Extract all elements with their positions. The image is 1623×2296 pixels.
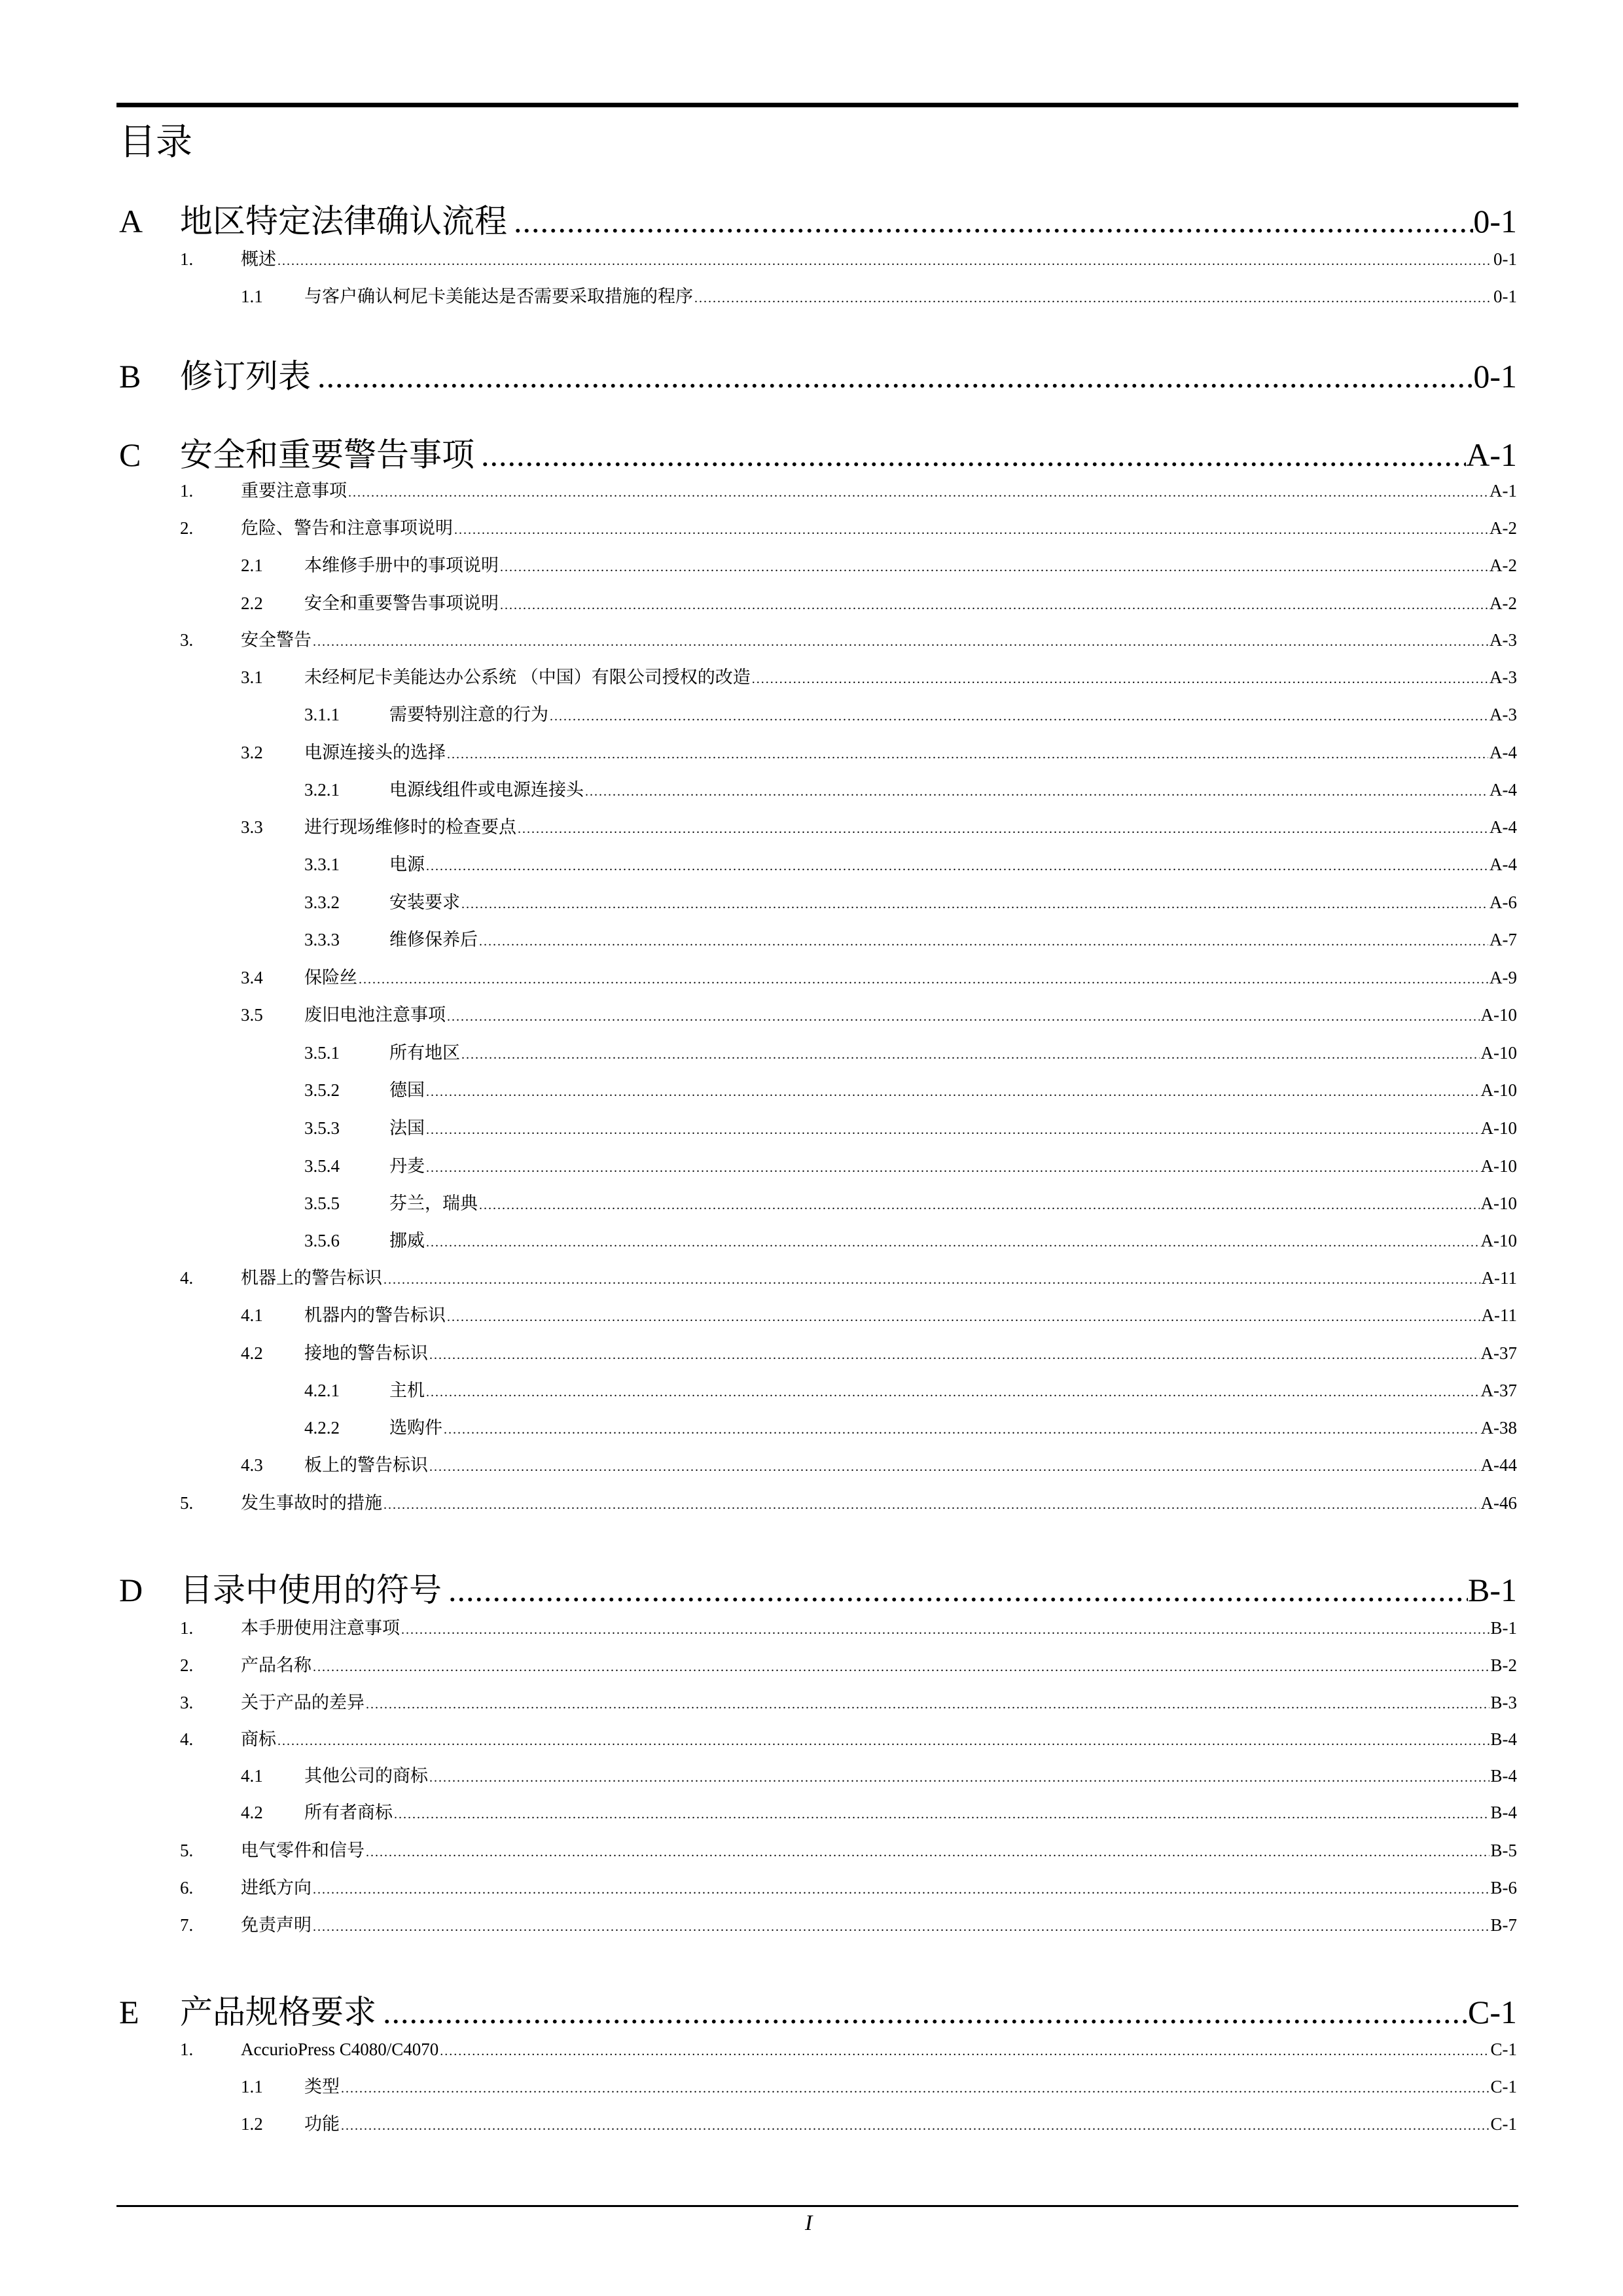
dot-leader	[426, 848, 1488, 885]
toc-entry-title: 重要注意事项	[241, 481, 347, 501]
toc-entry-page: A-44	[1480, 1455, 1517, 1475]
toc-entry-page: A-46	[1480, 1493, 1517, 1513]
toc-entry[interactable]	[0, 1684, 1623, 1721]
dot-leader	[313, 624, 1488, 660]
toc-entry-title: 产品名称	[241, 1655, 312, 1675]
toc-entry-page: A-37	[1480, 1343, 1517, 1363]
toc-entry-number: 3.5.4	[304, 1156, 340, 1176]
toc-entry[interactable]	[0, 2068, 1623, 2105]
dot-leader	[359, 961, 1488, 998]
toc-title: 目录	[119, 122, 192, 163]
toc-entry-page: A-2	[1489, 593, 1517, 613]
toc-entry-number: 2.1	[241, 556, 263, 575]
dot-leader	[426, 1374, 1480, 1411]
toc-entry[interactable]	[0, 241, 1623, 277]
dot-leader	[366, 1834, 1489, 1871]
toc-entry-title: 主机	[389, 1381, 425, 1400]
toc-entry-title: 安全警告	[241, 630, 312, 650]
dot-leader	[694, 280, 1492, 317]
toc-entry[interactable]	[0, 1110, 1623, 1146]
toc-entry-title: 板上的警告标识	[304, 1455, 428, 1475]
dot-leader	[383, 1262, 1480, 1298]
toc-entry-number: 4.1	[241, 1305, 263, 1325]
toc-entry[interactable]	[0, 771, 1623, 808]
toc-entry-page: A-10	[1480, 1080, 1517, 1100]
footer-page-number: I	[805, 2211, 813, 2235]
toc-entry-page: A-2	[1489, 518, 1517, 538]
dot-leader	[426, 1074, 1480, 1110]
dot-leader	[440, 2033, 1489, 2070]
toc-entry-number: 3.	[180, 1693, 194, 1712]
toc-entry[interactable]	[0, 1485, 1623, 1521]
toc-entry[interactable]	[0, 1148, 1623, 1184]
toc-entry-title: 所有者商标	[304, 1803, 393, 1822]
toc-entry-page: 0-1	[1473, 203, 1517, 239]
toc-entry-number: 3.2	[241, 743, 263, 762]
toc-entry-title: 进行现场维修时的检查要点	[304, 817, 516, 837]
dot-leader	[447, 736, 1488, 773]
toc-entry[interactable]	[0, 1907, 1623, 1943]
toc-entry-number: 3.5	[241, 1005, 263, 1025]
toc-entry-title: 电源	[389, 855, 425, 874]
dot-leader	[447, 998, 1480, 1035]
toc-entry-title: 法国	[389, 1118, 425, 1138]
toc-entry-page: A-11	[1481, 1305, 1517, 1325]
toc-entry[interactable]	[0, 959, 1623, 996]
dot-leader	[444, 1411, 1480, 1448]
toc-entry[interactable]	[0, 1185, 1623, 1222]
toc-entry-page: B-3	[1490, 1693, 1517, 1712]
toc-entry-number: 2.	[180, 1655, 194, 1675]
toc-entry-title: 电气零件和信号	[241, 1841, 365, 1860]
toc-entry-number: 4.2	[241, 1803, 263, 1822]
toc-entry-number: A	[119, 203, 143, 239]
toc-entry-page: C-1	[1490, 2114, 1517, 2134]
toc-entry-number: 6.	[180, 1878, 194, 1898]
toc-entry-page: A-11	[1481, 1268, 1517, 1288]
dot-leader	[313, 1649, 1489, 1686]
toc-entry-page: C-1	[1490, 2077, 1517, 2096]
toc-entry-title: 保险丝	[304, 968, 357, 987]
toc-entry[interactable]	[0, 622, 1623, 658]
dot-leader	[479, 1187, 1480, 1224]
toc-entry-title: 丹麦	[389, 1156, 425, 1176]
toc-entry-title: 安全和重要警告事项	[180, 436, 474, 473]
toc-entry-title: 安装要求	[389, 892, 460, 912]
dot-leader	[550, 698, 1488, 735]
toc-entry-page: A-1	[1489, 481, 1517, 501]
toc-entry-number: 3.1.1	[304, 705, 340, 724]
toc-entry[interactable]	[0, 1647, 1623, 1684]
toc-entry-title: 免责声明	[241, 1915, 312, 1935]
toc-entry[interactable]	[0, 1721, 1623, 1757]
toc-entry-title: 与客户确认柯尼卡美能达是否需要采取措施的程序	[304, 287, 693, 306]
toc-entry[interactable]	[0, 884, 1623, 921]
toc-entry[interactable]	[0, 1757, 1623, 1794]
toc-entry-number: 3.5.2	[304, 1080, 340, 1100]
toc-entry-number: 4.	[180, 1729, 194, 1749]
toc-entry-title: 进纸方向	[241, 1878, 312, 1898]
toc-entry[interactable]	[0, 734, 1623, 771]
toc-entry-title: 安全和重要警告事项说明	[304, 593, 499, 613]
toc-entry-page: B-1	[1468, 1572, 1517, 1608]
toc-entry-number: 3.3.2	[304, 892, 340, 912]
toc-entry-page: A-3	[1489, 630, 1517, 650]
toc-entry-number: 4.2.2	[304, 1418, 340, 1438]
toc-entry-page: B-4	[1490, 1803, 1517, 1822]
toc-entry-number: 2.2	[241, 593, 263, 613]
toc-entry-page: A-10	[1480, 1193, 1517, 1213]
toc-entry-number: 3.3	[241, 817, 263, 837]
toc-entry-title: 挪威	[389, 1231, 425, 1250]
toc-entry[interactable]	[0, 696, 1623, 733]
toc-entry-page: 0-1	[1473, 358, 1517, 395]
toc-entry-page: A-3	[1489, 705, 1517, 724]
toc-entry[interactable]	[0, 921, 1623, 958]
dot-leader	[429, 1759, 1489, 1796]
dot-leader	[426, 1224, 1480, 1261]
toc-entry-title: 本手册使用注意事项	[241, 1618, 400, 1638]
toc-entry-number: 7.	[180, 1915, 194, 1935]
dot-leader	[383, 1487, 1480, 1523]
toc-entry-title: 危险、警告和注意事项说明	[241, 518, 453, 538]
toc-entry-number: 3.1	[241, 667, 263, 687]
toc-entry-page: B-7	[1490, 1915, 1517, 1935]
toc-entry-page: A-4	[1489, 780, 1517, 800]
toc-entry-number: 4.3	[241, 1455, 263, 1475]
dot-leader	[500, 549, 1488, 586]
toc-entry[interactable]	[0, 1222, 1623, 1259]
toc-entry-title: 关于产品的差异	[241, 1693, 365, 1712]
toc-entry-title: 选购件	[389, 1418, 442, 1438]
toc-entry-number: 1.	[180, 481, 194, 501]
toc-entry-number: C	[119, 436, 141, 473]
toc-entry[interactable]	[0, 1832, 1623, 1869]
toc-entry-number: 3.5.3	[304, 1118, 340, 1138]
dot-leader	[366, 1686, 1489, 1723]
toc-entry-page: A-6	[1489, 892, 1517, 912]
toc-entry-title: 本维修手册中的事项说明	[304, 556, 499, 575]
toc-chapter-entry[interactable]	[0, 350, 1623, 402]
toc-entry-page: A-10	[1480, 1118, 1517, 1138]
dot-leader	[479, 923, 1488, 960]
toc-entry[interactable]	[0, 1447, 1623, 1483]
toc-entry-number: 1.2	[241, 2114, 263, 2134]
toc-entry-title: AccurioPress C4080/C4070	[241, 2040, 439, 2059]
toc-entry-title: 发生事故时的措施	[241, 1493, 382, 1513]
bottom-rule	[116, 2205, 1518, 2207]
toc-entry-number: 1.	[180, 249, 194, 269]
toc-entry-page: B-4	[1490, 1729, 1517, 1749]
toc-entry-title: 接地的警告标识	[304, 1343, 428, 1363]
toc-entry-number: D	[119, 1572, 143, 1608]
toc-entry-page: A-4	[1489, 855, 1517, 874]
toc-entry-number: 3.4	[241, 968, 263, 987]
toc-entry-page: A-4	[1489, 817, 1517, 837]
toc-entry[interactable]	[0, 278, 1623, 315]
toc-entry-page: B-4	[1490, 1766, 1517, 1786]
top-rule	[116, 103, 1518, 107]
toc-entry-title: 废旧电池注意事项	[304, 1005, 446, 1025]
toc-entry-page: A-10	[1480, 1043, 1517, 1063]
toc-entry-title: 功能	[304, 2114, 340, 2134]
toc-entry-number: 4.2	[241, 1343, 263, 1363]
toc-entry-number: 3.5.6	[304, 1231, 340, 1250]
toc-entry-page: B-1	[1490, 1618, 1517, 1638]
toc-entry[interactable]	[0, 1072, 1623, 1108]
toc-entry-number: 3.3.3	[304, 930, 340, 949]
toc-entry-page: B-2	[1490, 1655, 1517, 1675]
toc-entry-number: 4.	[180, 1268, 194, 1288]
toc-entry[interactable]	[0, 1610, 1623, 1646]
toc-entry-title: 机器上的警告标识	[241, 1268, 382, 1288]
dot-leader	[461, 886, 1488, 923]
toc-entry-title: 其他公司的商标	[304, 1766, 428, 1786]
toc-entry-page: A-1	[1466, 436, 1517, 473]
toc-entry-page: A-10	[1480, 1005, 1517, 1025]
toc-entry-title: 所有地区	[389, 1043, 460, 1063]
dot-leader	[429, 1449, 1480, 1485]
toc-entry[interactable]	[0, 472, 1623, 509]
toc-entry-number: 5.	[180, 1493, 194, 1513]
toc-entry-number: 3.2.1	[304, 780, 340, 800]
toc-entry[interactable]	[0, 809, 1623, 845]
dot-leader	[518, 811, 1488, 847]
toc-entry-page: 0-1	[1493, 249, 1517, 269]
toc-entry-number: 3.	[180, 630, 194, 650]
toc-entry-page: A-3	[1489, 667, 1517, 687]
toc-chapter-entry[interactable]	[0, 1986, 1623, 2038]
toc-entry-page: C-1	[1468, 1994, 1517, 2030]
toc-entry-title: 类型	[304, 2077, 340, 2096]
toc-entry-page: A-7	[1489, 930, 1517, 949]
toc-entry-page: B-5	[1490, 1841, 1517, 1860]
dot-leader	[514, 195, 1473, 247]
dot-leader	[341, 2070, 1489, 2107]
toc-entry-title: 德国	[389, 1080, 425, 1100]
toc-entry[interactable]	[0, 585, 1623, 622]
toc-entry-number: 1.	[180, 1618, 194, 1638]
toc-entry-page: A-10	[1480, 1156, 1517, 1176]
toc-entry[interactable]	[0, 1335, 1623, 1371]
dot-leader	[277, 1723, 1489, 1759]
toc-entry-title: 修订列表	[180, 358, 311, 395]
toc-entry[interactable]	[0, 1409, 1623, 1446]
toc-entry-page: A-2	[1489, 556, 1517, 575]
toc-entry[interactable]	[0, 1869, 1623, 1906]
toc-entry-title: 电源连接头的选择	[304, 743, 446, 762]
toc-entry-title: 芬兰，瑞典	[389, 1193, 478, 1213]
toc-entry-number: E	[119, 1994, 139, 2030]
dot-leader	[447, 1299, 1480, 1335]
toc-entry[interactable]	[0, 1794, 1623, 1831]
toc-entry-number: 3.3.1	[304, 855, 340, 874]
toc-entry-number: 3.5.5	[304, 1193, 340, 1213]
toc-entry-title: 产品规格要求	[180, 1994, 376, 2030]
toc-entry-number: 1.1	[241, 2077, 263, 2096]
toc-entry[interactable]	[0, 1297, 1623, 1333]
toc-entry-number: 1.1	[241, 287, 263, 306]
toc-entry[interactable]	[0, 510, 1623, 546]
toc-entry-number: 5.	[180, 1841, 194, 1860]
toc-entry[interactable]	[0, 659, 1623, 696]
toc-entry-number: 3.5.1	[304, 1043, 340, 1063]
dot-leader	[585, 773, 1488, 810]
dot-leader	[317, 350, 1473, 402]
toc-entry[interactable]	[0, 997, 1623, 1033]
toc-entry-title: 目录中使用的符号	[180, 1572, 442, 1608]
toc-chapter-entry[interactable]	[0, 1564, 1623, 1616]
dot-leader	[752, 661, 1488, 698]
toc-entry-title: 概述	[241, 249, 276, 269]
toc-entry-page: C-1	[1490, 2040, 1517, 2059]
toc-entry-number: B	[119, 358, 141, 395]
toc-entry-page: A-9	[1489, 968, 1517, 987]
toc-entry-page: A-10	[1480, 1231, 1517, 1250]
toc-entry-title: 地区特定法律确认流程	[180, 203, 507, 239]
toc-entry[interactable]	[0, 1260, 1623, 1296]
dot-leader	[313, 1871, 1489, 1908]
toc-entry[interactable]	[0, 1034, 1623, 1071]
toc-entry-title: 机器内的警告标识	[304, 1305, 446, 1325]
toc-chapter-entry[interactable]	[0, 195, 1623, 247]
toc-entry-page: A-37	[1480, 1381, 1517, 1400]
toc-entry-number: 4.1	[241, 1766, 263, 1786]
toc-entry-title: 维修保养后	[389, 930, 478, 949]
toc-entry-page: B-6	[1490, 1878, 1517, 1898]
dot-leader	[448, 1564, 1468, 1616]
dot-leader	[429, 1337, 1480, 1373]
toc-entry-number: 1.	[180, 2040, 194, 2059]
dot-leader	[454, 512, 1488, 548]
toc-entry[interactable]	[0, 547, 1623, 584]
dot-leader	[277, 243, 1492, 279]
toc-entry-title: 需要特别注意的行为	[389, 705, 548, 724]
toc-entry[interactable]	[0, 2106, 1623, 2142]
toc-entry-title: 商标	[241, 1729, 276, 1749]
toc-entry[interactable]	[0, 2031, 1623, 2068]
toc-entry-number: 2.	[180, 518, 194, 538]
toc-entry[interactable]	[0, 846, 1623, 883]
dot-leader	[401, 1612, 1489, 1648]
dot-leader	[426, 1112, 1480, 1148]
dot-leader	[383, 1986, 1468, 2038]
dot-leader	[500, 587, 1488, 624]
toc-entry[interactable]	[0, 1372, 1623, 1409]
toc-entry-page: A-4	[1489, 743, 1517, 762]
dot-leader	[461, 1036, 1480, 1073]
toc-entry-number: 4.2.1	[304, 1381, 340, 1400]
toc-entry-page: A-38	[1480, 1418, 1517, 1438]
dot-leader	[426, 1150, 1480, 1186]
dot-leader	[341, 2108, 1489, 2144]
dot-leader	[394, 1796, 1489, 1833]
dot-leader	[313, 1909, 1489, 1945]
toc-entry-title: 未经柯尼卡美能达办公系统 （中国）有限公司授权的改造	[304, 667, 751, 687]
toc-entry-page: 0-1	[1493, 287, 1517, 306]
toc-entry-title: 电源线组件或电源连接头	[389, 780, 584, 800]
dot-leader	[348, 474, 1488, 511]
